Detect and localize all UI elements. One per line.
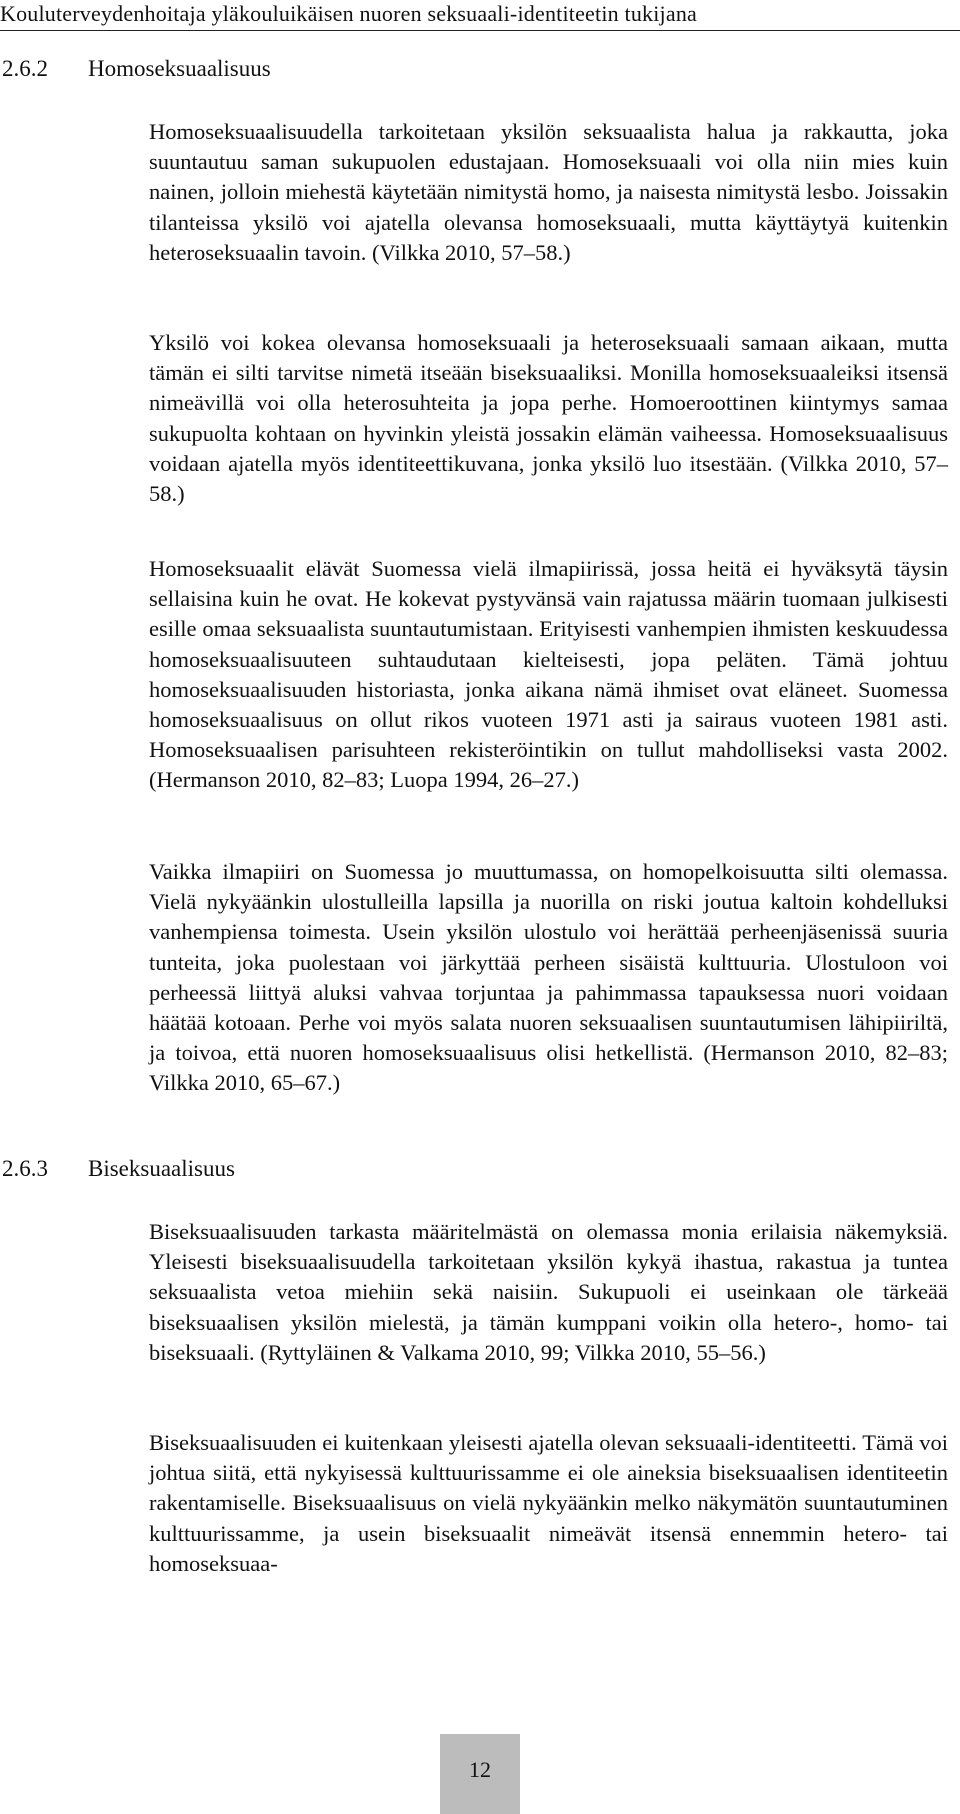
page-number: 12 (469, 1757, 491, 1782)
section-number: 2.6.2 (2, 56, 48, 81)
section-number: 2.6.3 (2, 1156, 48, 1181)
section-title: Homoseksuaalisuus (88, 56, 271, 81)
paragraph: Vaikka ilmapiiri on Suomessa jo muuttumassa, on homopelkoisuutta silti olemassa. Vielä nykyäänkin ulostulleilla lapsilla ja nuorilla on riski joutua kaltoin kohdelluksi vanhempiensa toimesta. Usein yksilön ulostulo voi herättää perheenjäsenissä suuria tunteita, joka puolestaan voi järkyttää perheen sisäistä kulttuuria. Ulostuloon voi perheessä liittyä aluksi vahvaa torjuntaa ja pahimmassa tapauksessa nuori voidaan häätää kotoaan. Perhe voi myös salata nuoren seksuaalisen suuntautumisen lähipiiriltä, ja toivoa, että nuoren homoseksuaalisuus olisi hetkellistä. (Hermanson 2010, 82–83; Vilkka 2010, 65–67.) (149, 859, 948, 1096)
paragraph: Biseksuaalisuuden ei kuitenkaan yleisesti ajatella olevan seksuaali-identiteetti. Tämä voi johtua siitä, että nykyisessä kulttuurissamme ei ole aineksia biseksuaalisen identiteetin rakentamiselle. Biseksuaalisuus on vielä nykyäänkin melko näkymätön suuntautuminen kulttuurissamme, ja usein biseksuaalit nimeävät itsensä ennemmin hetero- tai homoseksuaa- (149, 1430, 948, 1576)
running-header: Kouluterveydenhoitaja yläkouluikäisen nuoren seksuaali-identiteetin tukijana (0, 0, 960, 31)
paragraph: Homoseksuaalisuudella tarkoitetaan yksilön seksuaalista halua ja rakkautta, joka suuntautuu saman sukupuolen edustajaan. Homoseksuaali voi olla niin mies kuin nainen, jolloin miehestä käytetään nimitystä homo, ja naisesta nimitystä lesbo. Joissakin tilanteissa yksilö voi ajatella olevansa homoseksuaali, mutta käyttäytyä kuitenkin heteroseksuaalin tavoin. (Vilkka 2010, 57–58.) (149, 119, 948, 265)
section-title: Biseksuaalisuus (88, 1156, 235, 1181)
page-number-box (440, 1734, 520, 1814)
section-heading-biseksuaalisuus (2, 1154, 235, 1184)
section-heading-homoseksuaalisuus (2, 54, 271, 84)
paragraph: Biseksuaalisuuden tarkasta määritelmästä on olemassa monia erilaisia näkemyksiä. Yleisesti biseksuaalisuudella tarkoitetaan yksilön kykyä ihastua, rakastua ja tuntea seksuaalista vetoa miehiin sekä naisiin. Sukupuoli ei useinkaan ole tärkeää biseksuaalisen yksilön mielestä, ja tämän kumppani voikin olla hetero-, homo- tai biseksuaali. (Ryttyläinen & Valkama 2010, 99; Vilkka 2010, 55–56.) (149, 1219, 948, 1365)
paragraph: Yksilö voi kokea olevansa homoseksuaali ja heteroseksuaali samaan aikaan, mutta tämän ei silti tarvitse nimetä itseään biseksuaaliksi. Monilla homoseksuaaleiksi itsensä nimeävillä voi olla heterosuhteita ja jopa perhe. Homoeroottinen kiintymys samaa sukupuolta kohtaan on hyvinkin yleistä jossakin elämän vaiheessa. Homoseksuaalisuus voidaan ajatella myös identiteettikuvana, jonka yksilö luo itsestään. (Vilkka 2010, 57–58.) (149, 330, 948, 507)
paragraph: Homoseksuaalit elävät Suomessa vielä ilmapiirissä, jossa heitä ei hyväksytä täysin sellaisina kuin he ovat. He kokevat pystyvänsä vain rajatussa määrin tuomaan julkisesti esille omaa seksuaalista suuntautumistaan. Erityisesti vanhempien ihmisten keskuudessa homoseksuaalisuuteen suhtaudutaan kielteisesti, jopa peläten. Tämä johtuu homoseksuaalisuuden historiasta, jonka aikana nämä ihmiset ovat eläneet. Suomessa homoseksuaalisuus on ollut rikos vuoteen 1971 asti ja sairaus vuoteen 1981 asti. Homoseksuaalisen parisuhteen rekisteröintikin on tullut mahdolliseksi vasta 2002. (Hermanson 2010, 82–83; Luopa 1994, 26–27.) (149, 556, 948, 793)
